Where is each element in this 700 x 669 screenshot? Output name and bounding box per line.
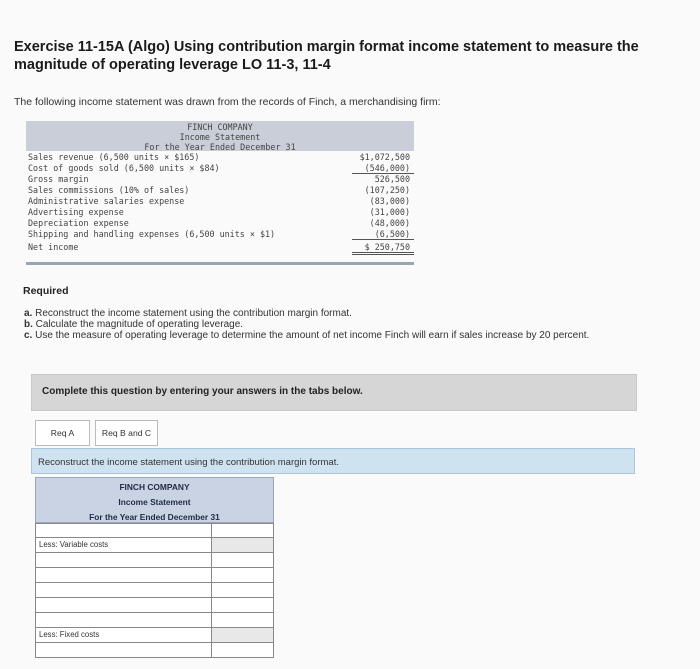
answer-amount-cell[interactable]: [212, 598, 274, 612]
answer-row: [35, 583, 274, 598]
answer-row-variable-costs: [35, 538, 274, 553]
statement-name: Income Statement: [179, 132, 261, 142]
statement-period: For the Year Ended December 31: [144, 142, 296, 152]
tab-req-b-and-c[interactable]: Req B and C: [95, 420, 158, 446]
row-label: Cost of goods sold (6,500 units × $84): [28, 163, 220, 173]
instructions-banner: [31, 374, 637, 411]
statement-footer-bar: [26, 262, 414, 265]
answer-amount-cell[interactable]: [212, 524, 274, 538]
row-label: Sales commissions (10% of sales): [28, 185, 190, 195]
answer-income-statement: [35, 477, 274, 669]
banner-text: Complete this question by entering your answers in the tabs below.: [42, 386, 363, 397]
answer-label-cell[interactable]: [35, 583, 212, 597]
answer-row: [35, 613, 274, 628]
answer-row: [35, 643, 274, 658]
required-item: [24, 319, 589, 330]
statement-row: [26, 218, 414, 229]
answer-label-cell[interactable]: [35, 524, 212, 538]
item-text: Reconstruct the income statement using the contribution margin format.: [35, 308, 352, 319]
exercise-intro: The following income statement was drawn from the records of Finch, a merchandising firm:: [14, 96, 441, 108]
answer-row: [35, 523, 274, 538]
given-income-statement: [26, 121, 414, 266]
variable-costs-label: Less: Variable costs: [35, 538, 212, 552]
row-label: Sales revenue (6,500 units × $165): [28, 152, 200, 162]
item-letter: a.: [24, 308, 33, 319]
tab-req-a[interactable]: Req A: [35, 420, 90, 446]
answer-amount-cell-disabled: [212, 538, 274, 552]
statement-header: [26, 121, 414, 151]
answer-label-cell[interactable]: [35, 568, 212, 582]
answer-amount-input[interactable]: [212, 647, 273, 661]
row-amount: (6,500): [352, 229, 414, 240]
row-amount: $1,072,500: [359, 152, 410, 162]
row-label: Net income: [28, 242, 79, 252]
row-label: Administrative salaries expense: [28, 196, 185, 206]
fixed-costs-label: Less: Fixed costs: [35, 628, 212, 642]
item-text: Calculate the magnitude of operating leverage.: [35, 319, 244, 330]
row-amount: (83,000): [369, 196, 410, 206]
answer-company: FINCH COMPANY: [119, 482, 190, 492]
answer-row: [35, 553, 274, 568]
required-heading: Required: [23, 285, 69, 297]
answer-amount-cell-disabled: [212, 628, 274, 642]
item-letter: b.: [24, 319, 33, 330]
tab-instruction-text: Reconstruct the income statement using the contribution margin format.: [38, 457, 339, 468]
statement-company: FINCH COMPANY: [187, 122, 253, 132]
statement-row: [26, 242, 414, 253]
row-amount: 526,500: [374, 174, 410, 184]
answer-label-cell[interactable]: [35, 613, 212, 627]
statement-row: [26, 229, 414, 240]
row-amount: (48,000): [369, 218, 410, 228]
row-amount: (546,000): [352, 163, 414, 174]
answer-label-cell[interactable]: [35, 643, 212, 657]
exercise-title: Exercise 11-15A (Algo) Using contribution margin format income statement to measure the magnitude of operating leverage LO 11-3, 11-4: [14, 39, 639, 73]
row-label: Gross margin: [28, 174, 89, 184]
answer-period: For the Year Ended December 31: [89, 512, 220, 522]
row-amount: (107,250): [364, 185, 410, 195]
required-item: [24, 330, 589, 341]
statement-row: [26, 152, 414, 163]
answer-table-header: [35, 477, 274, 523]
answer-row: [35, 598, 274, 613]
answer-amount-cell[interactable]: [212, 643, 274, 657]
answer-statement-name: Income Statement: [118, 497, 191, 507]
answer-label-input[interactable]: [36, 647, 211, 661]
item-letter: c.: [24, 330, 33, 341]
statement-row: [26, 207, 414, 218]
statement-row: [26, 163, 414, 174]
answer-amount-cell[interactable]: [212, 553, 274, 567]
statement-row: [26, 185, 414, 196]
answer-label-cell[interactable]: [35, 553, 212, 567]
statement-row: [26, 174, 414, 185]
required-list: [24, 308, 589, 341]
answer-amount-cell[interactable]: [212, 613, 274, 627]
item-text: Use the measure of operating leverage to determine the amount of net income Finch will earn if sales increase by 20 percent.: [35, 330, 590, 341]
row-amount: (31,000): [369, 207, 410, 217]
row-label: Shipping and handling expenses (6,500 units × $1): [28, 229, 276, 239]
required-item: [24, 308, 589, 319]
statement-row: [26, 196, 414, 207]
row-amount: $ 250,750: [352, 242, 414, 255]
row-label: Advertising expense: [28, 207, 124, 217]
answer-row-fixed-costs: [35, 628, 274, 643]
answer-row: [35, 568, 274, 583]
answer-label-cell[interactable]: [35, 598, 212, 612]
answer-amount-cell[interactable]: [212, 583, 274, 597]
tab-instruction-bar: [31, 448, 635, 474]
row-label: Depreciation expense: [28, 218, 129, 228]
answer-amount-cell[interactable]: [212, 568, 274, 582]
